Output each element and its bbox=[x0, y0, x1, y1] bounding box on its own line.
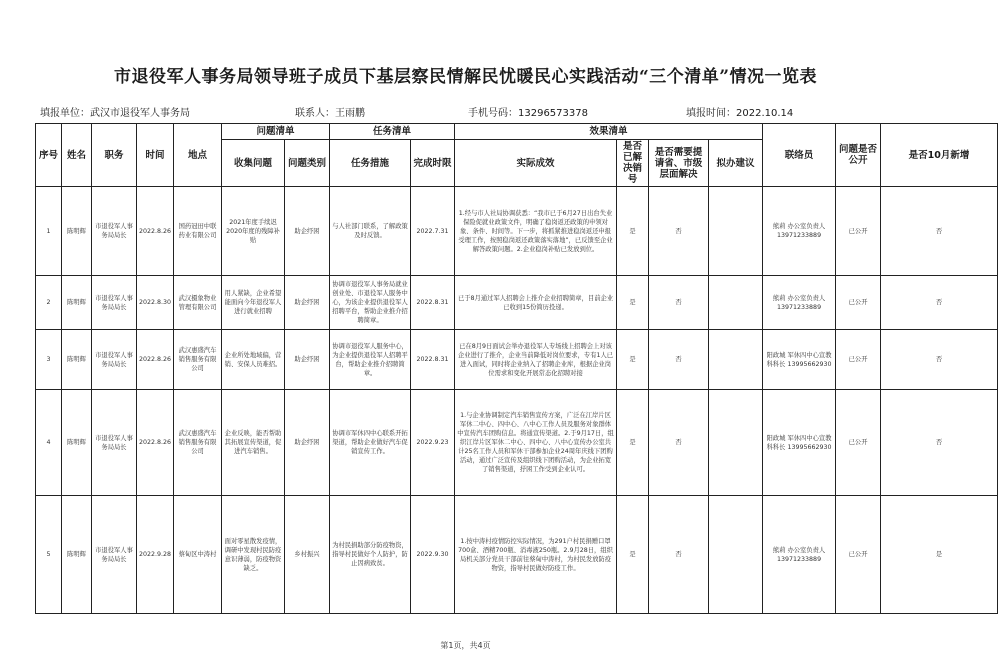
report-table bbox=[35, 123, 998, 614]
cell-place: 武汉惠盛汽车销售服务有限公司 bbox=[174, 390, 222, 496]
cell-result: 1.按中涛村疫情防控实际情况，为291户村民捐赠口罩700盒、酒精700瓶、消毒液250瓶。2.9月28日，组织局机关部分党员干部前往蔡甸中涛村，为村民发放防疫物资，指导村民做好防疫工作。 bbox=[455, 496, 617, 614]
table-row bbox=[36, 187, 998, 276]
cell-public: 已公开 bbox=[836, 276, 881, 330]
header-need-help: 是否需要提请省、市级层面解决 bbox=[649, 140, 709, 187]
cell-measure: 协调市退役军人事务局就业创业处、市退役军人服务中心，为该企业提供退役军人招聘平台，帮助企业推介招聘简章。 bbox=[330, 276, 411, 330]
cell-liaison: 熊莉 办公室负责人 13971233889 bbox=[763, 276, 836, 330]
cell-name: 陈明辉 bbox=[62, 276, 92, 330]
header-problem-group: 问题清单 bbox=[222, 124, 330, 140]
page-title: 市退役军人事务局领导班子成员下基层察民情解民忧暖民心实践活动“三个清单”情况一览表 bbox=[113, 67, 818, 87]
cell-post: 市退役军人事务局局长 bbox=[92, 276, 137, 330]
cell-suggestion bbox=[709, 187, 763, 276]
contact-label: 联系人： bbox=[295, 108, 335, 119]
cell-deadline: 2022.9.30 bbox=[411, 496, 455, 614]
cell-need-help: 否 bbox=[649, 496, 709, 614]
header-deadline: 完成时限 bbox=[411, 140, 455, 187]
table-row bbox=[36, 390, 998, 496]
cell-liaison: 阳政城 军休四中心宣教科科长 13995662930 bbox=[763, 330, 836, 390]
cell-place: 武汉摄象物业管理有限公司 bbox=[174, 276, 222, 330]
header-resolved: 是否已解决销号 bbox=[617, 140, 649, 187]
cell-time: 2022.8.26 bbox=[137, 390, 174, 496]
contact-value: 王雨鹏 bbox=[335, 108, 365, 119]
cell-measure: 协调市退役军人服务中心，为企业提供退役军人招聘平台，帮助企业推介招聘简章。 bbox=[330, 330, 411, 390]
fill-unit-value: 武汉市退役军人事务局 bbox=[90, 108, 190, 119]
cell-measure: 协调市军休四中心联系开拓渠道，帮助企业做好汽车促销宣传工作。 bbox=[330, 390, 411, 496]
date-value: 2022.10.14 bbox=[736, 108, 794, 119]
cell-new: 是 bbox=[881, 496, 998, 614]
cell-measure: 为村民捐助部分防疫物资，指导村民做好个人防护，防止因病致贫。 bbox=[330, 496, 411, 614]
cell-resolved: 是 bbox=[617, 390, 649, 496]
header-suggestion: 拟办建议 bbox=[709, 140, 763, 187]
fill-date bbox=[686, 104, 793, 119]
cell-name: 陈明辉 bbox=[62, 496, 92, 614]
header-achievement: 实际成效 bbox=[455, 140, 617, 187]
cell-result: 已于8月通过军人招聘会上推介企业招聘简章，目前企业已收到15份简历投递。 bbox=[455, 276, 617, 330]
cell-resolved: 是 bbox=[617, 496, 649, 614]
cell-result: 已在8月9日面试会举办退役军人专场线上招聘会上对该企业进行了推介，企业当前降低对岗位要求，专有1人已进入面试，同时将企业纳入了招聘企业库，根据企业岗位需求和变化开展常态化招聘对接 bbox=[455, 330, 617, 390]
cell-no: 2 bbox=[36, 276, 62, 330]
header-name: 姓名 bbox=[62, 124, 92, 187]
cell-public: 已公开 bbox=[836, 330, 881, 390]
cell-public: 已公开 bbox=[836, 187, 881, 276]
cell-suggestion bbox=[709, 330, 763, 390]
cell-deadline: 2022.8.31 bbox=[411, 276, 455, 330]
cell-post: 市退役军人事务局局长 bbox=[92, 496, 137, 614]
cell-liaison: 阳政城 军休四中心宣教科科长 13995662930 bbox=[763, 390, 836, 496]
date-label: 填报时间： bbox=[686, 108, 736, 119]
cell-result: 1.与企业协调制定汽车销售宣传方案，广泛在江岸片区军休二中心、四中心、八中心工作人员及服务对象群体中宣传汽车团购信息。将通宣传渠道。2.于9月17日，组织江岸片区军休二中心、四中心、八中心宣传办公室共计25名工作人员和军休干部参加企业24周年庆线下团购活动，通过广泛宣传及组织线下团购活动，为企业拓宽了销售渠道，抒困工作受到企业认可。 bbox=[455, 390, 617, 496]
cell-name: 陈明辉 bbox=[62, 330, 92, 390]
header-task-group: 任务清单 bbox=[330, 124, 455, 140]
cell-name: 陈明辉 bbox=[62, 390, 92, 496]
cell-no: 5 bbox=[36, 496, 62, 614]
cell-post: 市退役军人事务局局长 bbox=[92, 390, 137, 496]
cell-new: 否 bbox=[881, 276, 998, 330]
cell-liaison: 熊莉 办公室负责人 13971233889 bbox=[763, 496, 836, 614]
cell-deadline: 2022.7.31 bbox=[411, 187, 455, 276]
cell-problem: 面对零星散发疫情，调研中发现村民防疫意识薄弱，防疫物资缺乏。 bbox=[222, 496, 285, 614]
cell-result: 1.经与市人社局协调获悉：“我市已于6月27日出台失业保险促就业政策文件，明确了稳岗返还政策的申领对象、条件、时间等。下一步，将抓紧推进稳岗返还申报受理工作，按照稳岗返还政策落实落地”，已反馈至企业解答政策问题。2.企业稳岗补贴已发放到位。 bbox=[455, 187, 617, 276]
cell-public: 已公开 bbox=[836, 390, 881, 496]
header-no: 序号 bbox=[36, 124, 62, 187]
cell-resolved: 是 bbox=[617, 187, 649, 276]
cell-no: 1 bbox=[36, 187, 62, 276]
cell-new: 否 bbox=[881, 330, 998, 390]
cell-problem: 企业反映，能否帮助其拓展宣传渠道，促进汽车销售。 bbox=[222, 390, 285, 496]
fill-unit-label: 填报单位： bbox=[40, 108, 90, 119]
cell-problem: 用人紧缺，企业希望能面向今年退役军人进行就业招聘 bbox=[222, 276, 285, 330]
cell-no: 3 bbox=[36, 330, 62, 390]
header-post: 职务 bbox=[92, 124, 137, 187]
cell-suggestion bbox=[709, 276, 763, 330]
cell-no: 4 bbox=[36, 390, 62, 496]
phone-number bbox=[468, 104, 588, 119]
phone-value: 13296573378 bbox=[518, 108, 588, 119]
header-new-oct: 是否10月新增 bbox=[881, 124, 998, 187]
cell-place: 国药冠田中联药业有限公司 bbox=[174, 187, 222, 276]
cell-place: 武汉惠盛汽车销售服务有限公司 bbox=[174, 330, 222, 390]
header-public: 问题是否公开 bbox=[836, 124, 881, 187]
cell-problem: 企业所处地域偏，营销、安保人员难招。 bbox=[222, 330, 285, 390]
table-row bbox=[36, 496, 998, 614]
cell-category: 助企纾困 bbox=[285, 187, 330, 276]
cell-suggestion bbox=[709, 390, 763, 496]
header-category: 问题类别 bbox=[285, 140, 330, 187]
cell-problem: 2021年度手续迟2020年度的残障补贴 bbox=[222, 187, 285, 276]
cell-category: 乡村振兴 bbox=[285, 496, 330, 614]
cell-public: 已公开 bbox=[836, 496, 881, 614]
contact-person bbox=[295, 104, 365, 119]
table-row bbox=[36, 330, 998, 390]
header-place: 地点 bbox=[174, 124, 222, 187]
cell-need-help: 否 bbox=[649, 276, 709, 330]
cell-category: 助企纾困 bbox=[285, 276, 330, 330]
cell-deadline: 2022.9.23 bbox=[411, 390, 455, 496]
header-collect: 收集问题 bbox=[222, 140, 285, 187]
fill-unit bbox=[40, 104, 190, 119]
cell-deadline: 2022.8.31 bbox=[411, 330, 455, 390]
cell-category: 助企纾困 bbox=[285, 390, 330, 496]
cell-new: 否 bbox=[881, 390, 998, 496]
table-row bbox=[36, 276, 998, 330]
cell-category: 助企纾困 bbox=[285, 330, 330, 390]
cell-time: 2022.9.28 bbox=[137, 496, 174, 614]
header-measure: 任务措施 bbox=[330, 140, 411, 187]
header-result-group: 效果清单 bbox=[455, 124, 763, 140]
cell-need-help: 否 bbox=[649, 187, 709, 276]
header-time: 时间 bbox=[137, 124, 174, 187]
cell-resolved: 是 bbox=[617, 330, 649, 390]
cell-resolved: 是 bbox=[617, 276, 649, 330]
cell-suggestion bbox=[709, 496, 763, 614]
cell-time: 2022.8.26 bbox=[137, 330, 174, 390]
cell-name: 陈明辉 bbox=[62, 187, 92, 276]
cell-measure: 与人社部门联系，了解政策及时反馈。 bbox=[330, 187, 411, 276]
phone-label: 手机号码： bbox=[468, 108, 518, 119]
cell-post: 市退役军人事务局局长 bbox=[92, 330, 137, 390]
cell-post: 市退役军人事务局局长 bbox=[92, 187, 137, 276]
header-liaison: 联络员 bbox=[763, 124, 836, 187]
cell-time: 2022.8.30 bbox=[137, 276, 174, 330]
cell-new: 否 bbox=[881, 187, 998, 276]
cell-place: 蔡甸区中涛村 bbox=[174, 496, 222, 614]
page-footer: 第1页，共4页 bbox=[440, 641, 491, 650]
cell-need-help: 否 bbox=[649, 330, 709, 390]
cell-liaison: 熊莉 办公室负责人 13971233889 bbox=[763, 187, 836, 276]
cell-time: 2022.8.26 bbox=[137, 187, 174, 276]
cell-need-help: 否 bbox=[649, 390, 709, 496]
